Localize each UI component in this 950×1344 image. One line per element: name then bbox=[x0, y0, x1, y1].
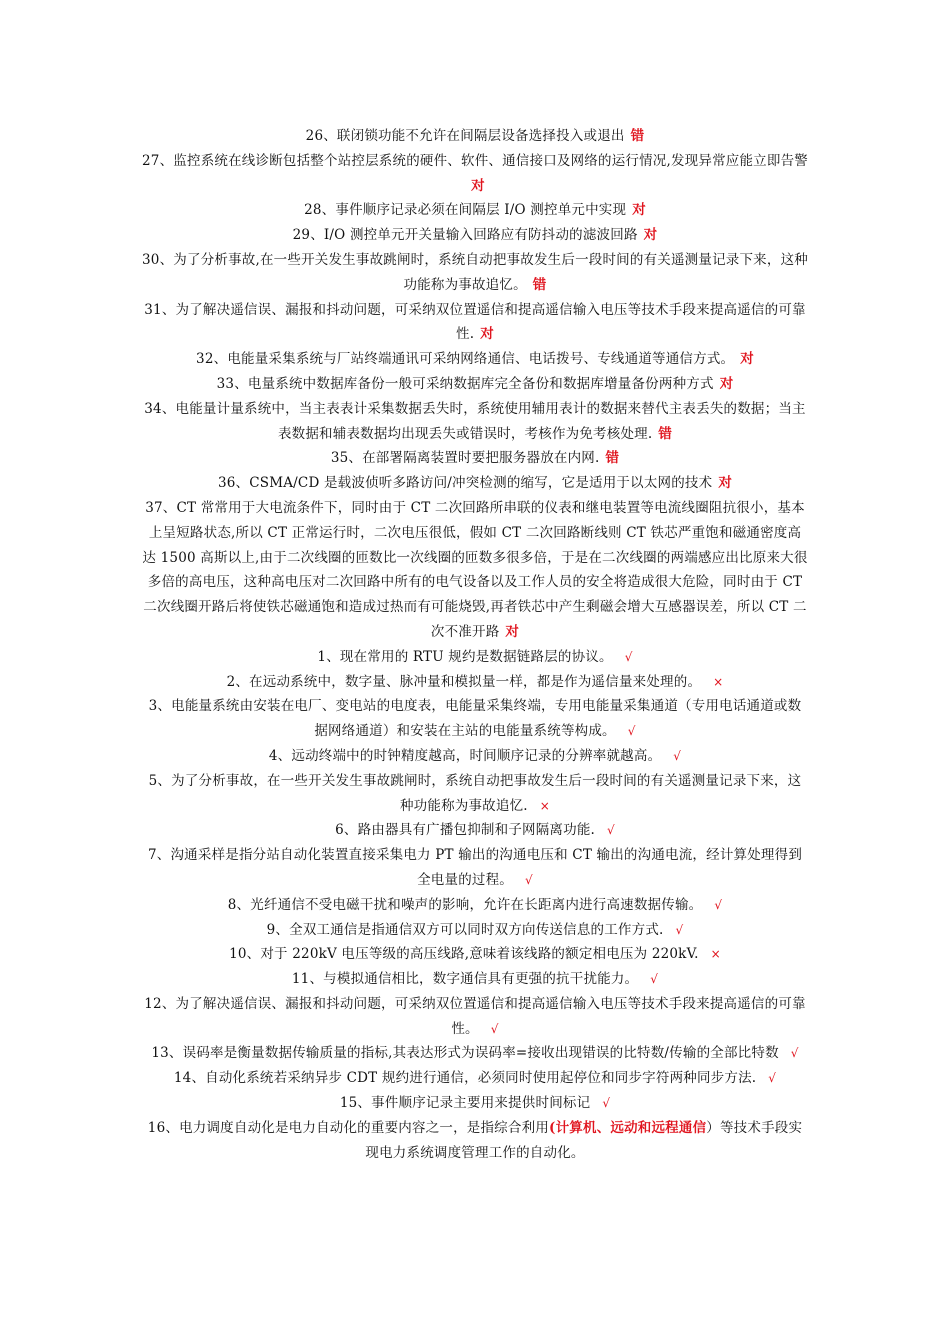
answer-mark-icon: √ bbox=[525, 872, 533, 887]
answer-mark-icon: × bbox=[713, 674, 724, 689]
answer-label: 错 bbox=[658, 425, 673, 442]
answer-label: 对 bbox=[632, 202, 646, 219]
answer-mark-icon: √ bbox=[602, 1096, 611, 1111]
highlighted-answer: (计算机、远动和远程通信 bbox=[548, 1119, 707, 1136]
answer-mark-icon: × bbox=[539, 798, 551, 813]
answer-label: 错 bbox=[532, 276, 547, 293]
question-item: 10、对于 220kV 电压等级的高压线路,意味着该线路的额定相电压为 220kV. × bbox=[229, 946, 721, 963]
question-item: 12、为了解决遥信误、漏报和抖动问题，可采纳双位置遥信和提高遥信输入电压等技术手段来提高遥信的可靠性。 √ bbox=[144, 995, 806, 1037]
answer-label: 对 bbox=[718, 475, 733, 492]
question-item: 27、监控系统在线诊断包括整个站控层系统的硬件、软件、通信接口及网络的运行情况,发现异常应能立即告警对 bbox=[142, 152, 808, 194]
question-item: 34、电能量计量系统中，当主表表计采集数据丢失时，系统使用辅用表计的数据来替代主表丢失的数据；当主表数据和辅表数据均出现丢失或错误时，考核作为免考核处理. 错 bbox=[144, 400, 806, 442]
answer-mark-icon: √ bbox=[490, 1021, 499, 1036]
answer-label: 对 bbox=[643, 227, 658, 244]
answer-mark-icon: √ bbox=[714, 897, 723, 912]
fill-in-item: 16、电力调度自动化是电力自动化的重要内容之一，是指综合利用(计算机、远动和远程通信）等技术手段实现电力系统调度管理工作的自动化。 bbox=[147, 1119, 803, 1161]
question-item: 35、在部署隔离装置时要把服务器放在内网. 错 bbox=[330, 450, 620, 467]
answer-label: 对 bbox=[480, 326, 494, 343]
answer-label: 对 bbox=[740, 351, 754, 368]
question-item: 7、沟通采样是指分站自动化装置直接采集电力 PT 输出的沟通电压和 CT 输出的沟通电流，经计算处理得到全电量的过程。 √ bbox=[147, 847, 803, 888]
question-item: 29、I/O 测控单元开关量输入回路应有防抖动的滤波回路 对 bbox=[292, 227, 658, 244]
question-item: 31、为了解决遥信误、漏报和抖动问题，可采纳双位置遥信和提高遥信输入电压等技术手段来提高遥信的可靠性. 对 bbox=[144, 301, 806, 343]
question-item: 4、远动终端中的时钟精度越高，时间顺序记录的分辨率就越高。 √ bbox=[268, 747, 682, 764]
answer-label: 对 bbox=[471, 177, 485, 194]
answer-mark-icon: √ bbox=[650, 972, 659, 987]
question-item: 30、为了分析事故,在一些开关发生事故跳闸时，系统自动把事故发生后一段时间的有关遥测量记录下来，这种功能称为事故追忆。 错 bbox=[142, 251, 808, 293]
answer-mark-icon: √ bbox=[768, 1071, 777, 1086]
question-item: 36、CSMA/CD 是载波侦听多路访问/冲突检测的缩写，它是适用于以太网的技术 对 bbox=[217, 475, 733, 492]
question-item: 14、自动化系统若采纳异步 CDT 规约进行通信，必须同时使用起停位和同步字符两种同步方法. √ bbox=[173, 1070, 777, 1087]
question-item: 8、光纤通信不受电磁干扰和噪声的影响，允许在长距离内进行高速数据传输。 √ bbox=[227, 896, 723, 913]
question-item: 3、电能量系统由安装在电厂、变电站的电度表，电能量采集终端，专用电能量采集通道（专用电话通道或数据网络通道）和安装在主站的电能量系统等构成。 √ bbox=[148, 698, 802, 740]
question-item: 13、误码率是衡量数据传输质量的指标,其表达形式为误码率=接收出现错误的比特数/传输的全部比特数 √ bbox=[151, 1045, 799, 1062]
answer-mark-icon: √ bbox=[627, 724, 636, 739]
question-item: 37、CT 常常用于大电流条件下，同时由于 CT 二次回路所串联的仪表和继电装置等电流线圈阻抗很小，基本上呈短路状态,所以 CT 正常运行时，二次电压很低，假如 CT 二次回路断线则 CT 铁芯严重饱和磁通密度高达 1500 高斯以上,由于二次线圈的匝数比一次线圈的匝数多很多倍，于是在二次线圈的两端感应出比原来大很多倍的高电压，这种高电压对二次回路中所有的电气设备以及工作人员的安全将造成很大危险，同时由于 CT 二次线圈开路后将使铁芯磁通饱和造成过热而有可能烧毁,再者铁芯中产生剩磁会增大互感器误差，所以 CT 二次不准开路 对 bbox=[142, 499, 808, 640]
answer-label: 错 bbox=[630, 128, 645, 144]
answer-label: 对 bbox=[505, 623, 520, 640]
question-item: 2、在远动系统中，数字量、脉冲量和模拟量一样，都是作为遥信量来处理的。 × bbox=[226, 673, 724, 690]
question-item: 6、路由器具有广播包抑制和子网隔离功能. √ bbox=[335, 822, 615, 839]
answer-mark-icon: √ bbox=[624, 649, 633, 664]
answer-mark-icon: √ bbox=[790, 1046, 799, 1061]
document-page bbox=[142, 124, 808, 1165]
question-item: 11、与模拟通信相比，数字通信具有更强的抗干扰能力。 √ bbox=[291, 971, 659, 988]
answer-label: 对 bbox=[719, 375, 734, 392]
question-item: 5、为了分析事故，在一些开关发生事故跳闸时，系统自动把事故发生后一段时间的有关遥测量记录下来，这种功能称为事故追忆. × bbox=[148, 772, 802, 814]
answer-label: 错 bbox=[605, 450, 620, 467]
answer-mark-icon: √ bbox=[673, 748, 682, 763]
question-item: 33、电量系统中数据库备份一般可采纳数据库完全备份和数据库增量备份两种方式 对 bbox=[216, 375, 734, 392]
question-item: 32、电能量采集系统与厂站终端通讯可采纳网络通信、电话拨号、专线通道等通信方式。 对 bbox=[196, 351, 754, 368]
answer-mark-icon: √ bbox=[675, 922, 684, 937]
question-item: 26、联闭锁功能不允许在间隔层设备选择投入或退出 错 bbox=[305, 128, 645, 144]
question-item: 1、现在常用的 RTU 规约是数据链路层的协议。 √ bbox=[317, 648, 633, 665]
question-item: 15、事件顺序记录主要用来提供时间标记 √ bbox=[339, 1095, 611, 1112]
answer-mark-icon: × bbox=[710, 947, 721, 962]
question-item: 9、全双工通信是指通信双方可以同时双方向传送信息的工作方式. √ bbox=[266, 921, 684, 938]
question-item: 28、事件顺序记录必须在间隔层 I/O 测控单元中实现 对 bbox=[304, 202, 646, 219]
answer-mark-icon: √ bbox=[607, 823, 615, 838]
